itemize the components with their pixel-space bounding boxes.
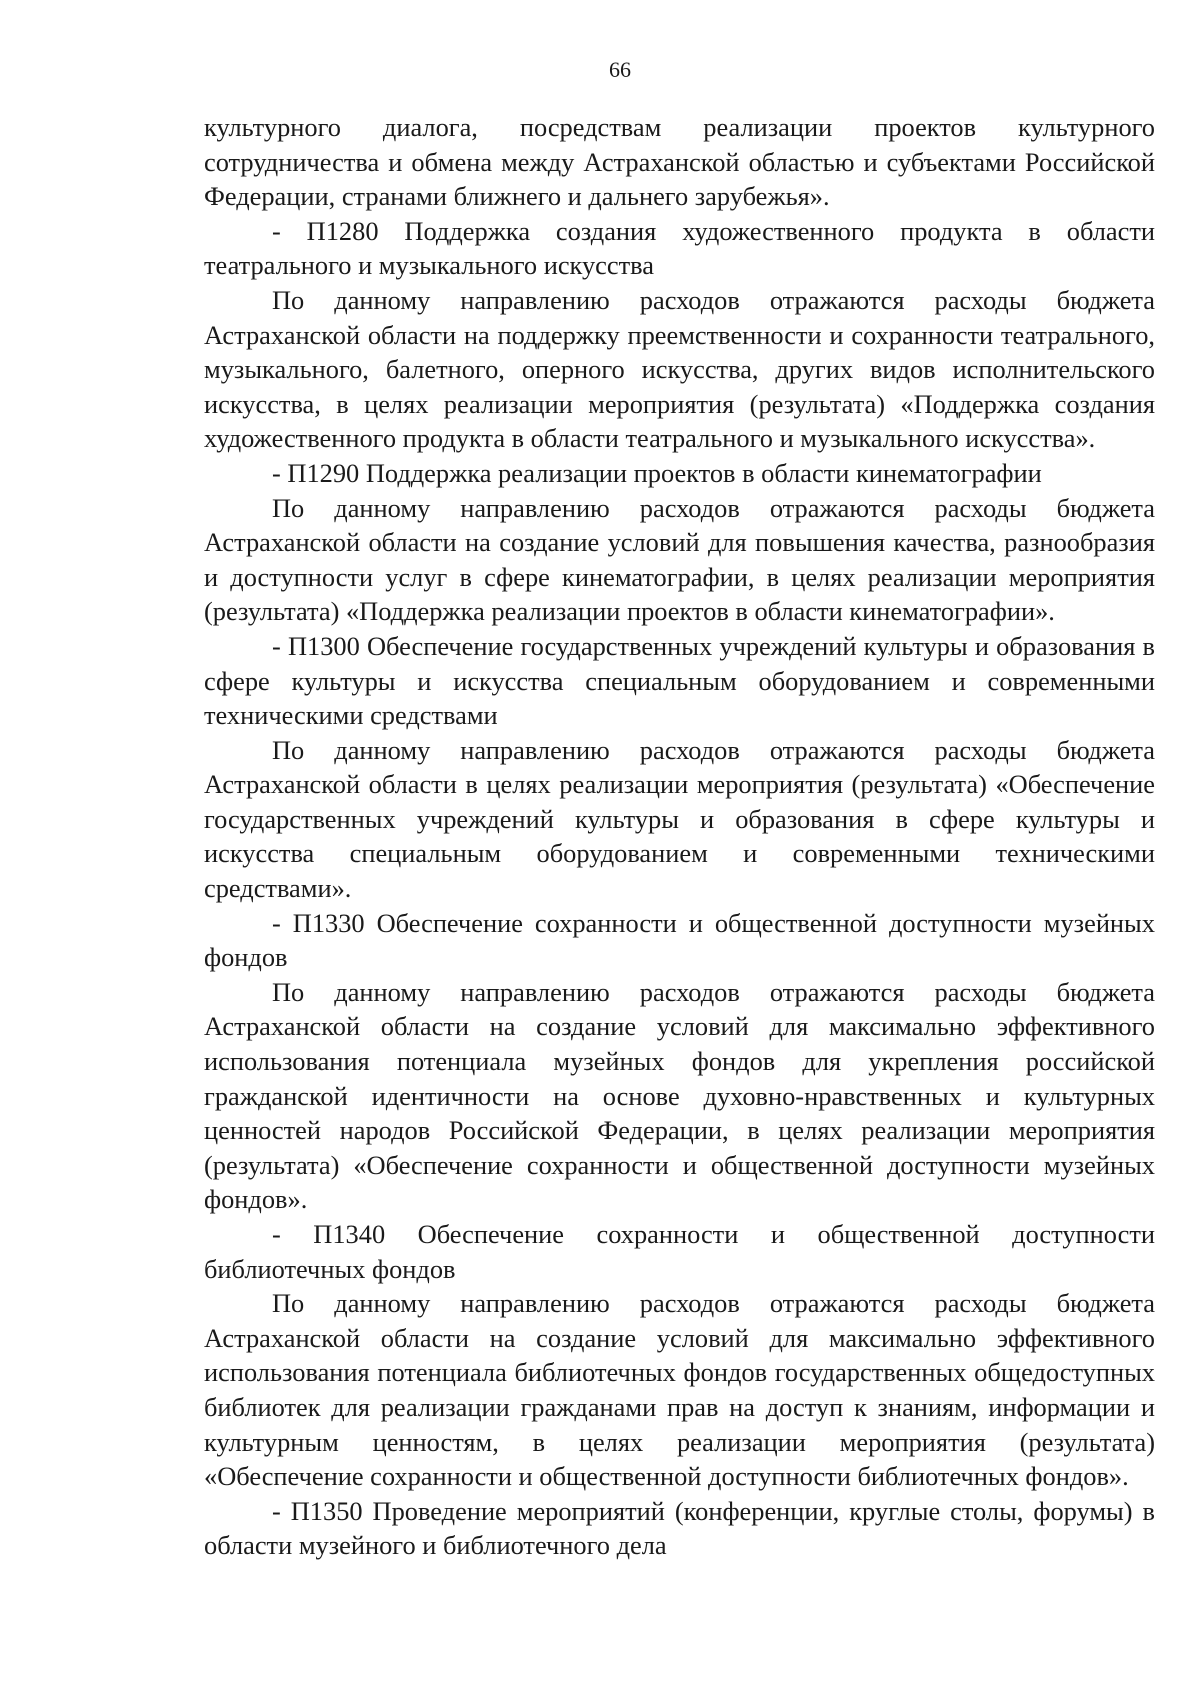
item-heading-p1280: - П1280 Поддержка создания художественного продукта в области театрального и музыкального искусства [204, 215, 1155, 281]
document-body [204, 110, 1155, 1563]
item-description-p1290: По данному направлению расходов отражаются расходы бюджета Астраханской области на создание условий для повышения качества, разнообразия и доступности услуг в сфере кинематографии, в целях реализации мероприятия (результата) «Поддержка реализации проектов в области кинематографии». [204, 492, 1155, 627]
item-heading-p1340: - П1340 Обеспечение сохранности и общественной доступности библиотечных фондов [204, 1219, 1155, 1284]
item-description-p1340: По данному направлению расходов отражаются расходы бюджета Астраханской области на создание условий для максимально эффективного использования потенциала библиотечных фондов государственных общедоступных библиотек для реализации гражданами прав на доступ к знаниям, информации и культурным ценностям, в целях реализации мероприятия (результата) «Обеспечение сохранности и общественной доступности библиотечных фондов». [204, 1288, 1155, 1492]
item-heading-p1300: - П1300 Обеспечение государственных учреждений культуры и образования в сфере культуры и искусства специальным оборудованием и современными техническими средствами [204, 630, 1155, 731]
item-heading-p1350: - П1350 Проведение мероприятий (конференции, круглые столы, форумы) в области музейного и библиотечного дела [204, 1495, 1155, 1561]
item-description-p1330: По данному направлению расходов отражаются расходы бюджета Астраханской области на создание условий для максимально эффективного использования потенциала музейных фондов для укрепления российской гражданской идентичности на основе духовно-нравственных и культурных ценностей народов Российской Федерации, в целях реализации мероприятия (результата) «Обеспечение сохранности и общественной доступности музейных фондов». [204, 976, 1155, 1215]
item-heading-p1290: - П1290 Поддержка реализации проектов в области кинематографии [272, 457, 1042, 488]
item-heading-p1330: - П1330 Обеспечение сохранности и общественной доступности музейных фондов [204, 907, 1155, 973]
item-description-p1280: По данному направлению расходов отражаются расходы бюджета Астраханской области на поддержку преемственности и сохранности театрального, музыкального, балетного, оперного искусства, других видов исполнительского искусства, в целях реализации мероприятия (результата) «Поддержка создания художественного продукта в области театрального и музыкального искусства». [204, 284, 1155, 454]
paragraph-continuation: культурного диалога, посредствам реализации проектов культурного сотрудничества и обмена между Астраханской областью и субъектами Российской Федерации, странами ближнего и дальнего зарубежья». [204, 112, 1155, 212]
page-number: 66 [609, 57, 631, 82]
item-description-p1300: По данному направлению расходов отражаются расходы бюджета Астраханской области в целях реализации мероприятия (результата) «Обеспечение государственных учреждений культуры и образования в сфере культуры и искусства специальным оборудованием и современными техническими средствами». [204, 734, 1155, 904]
